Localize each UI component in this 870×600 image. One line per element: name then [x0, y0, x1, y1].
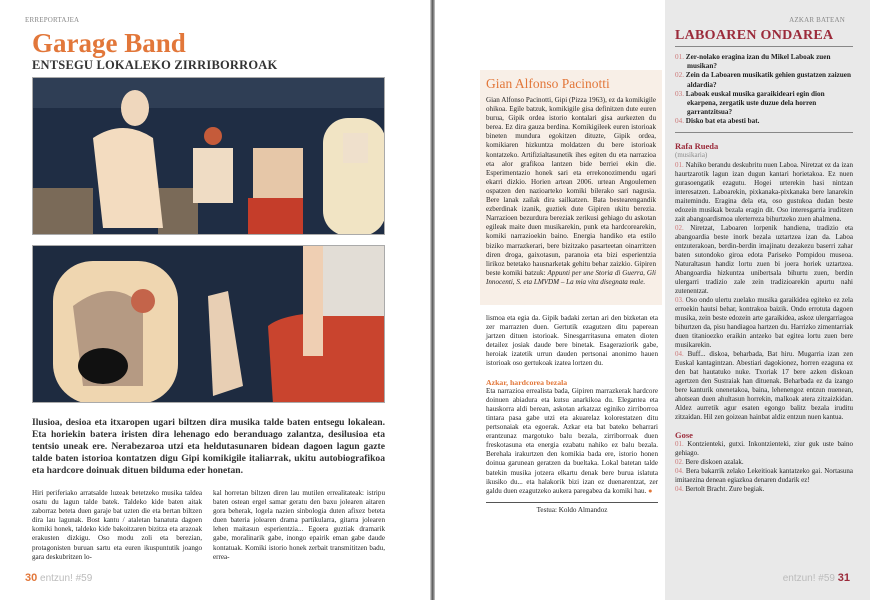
question-number: 02. — [675, 71, 684, 80]
middle-text-2 — [486, 387, 658, 496]
answer-text: Bertolt Bracht. Zure begiak. — [685, 484, 765, 493]
magazine-issue-right: entzun! #59 — [782, 573, 835, 584]
sidebar-body: Gian Alfonso Pacinotti, Gipi (Pizza 1963), ez da komikigile ohikoa. Egile batzuk, komikigile gisa definitzen dute euren burua, Gipik ordea istorio kontalari gisa aurkezten du berea. Ez dira gauza berdina. Komikigileek euren istorioak bineten mundura egokitzen dituzte, Gipik ordea, komikiaren hizkuntza moldatzen du bere istorioak kontatzeko. Artifizialtasunetik ihes egiten du eta narrazioa eta alor grafikoa lantzen bide berriei ekin die. Esperimentazio honek sari eta errekonozimendu ugari ekarri dizkio. Horien artean 2006. urtean Angoulemen ospatzen den nazioarteko komiki bilerako sari nagusia. Bere lanak zailak dira sailkatzen. Bata bestearengandik ezberdinak izanik, guztiek dute Gipiren ukitu berezia. Narrazioen bezurdura bereziak zerikusi gehiago du askotan egileak maite duen musikarekin, punk eta hardcorearekin, komiki narrazioekin baino. Energia handiko eta estilo biziko marrazkerari, bere bizitzako pasarteetan oinarritzen diren droga, gaixotasun, paranoia eta bizi esperientzia lirikoz betetako hausnarketak gehitu behar zaizkio. Gipiren beste komiki batzuk: — [486, 96, 656, 277]
title-rule — [675, 46, 853, 47]
sidebar-title: Gian Alfonso Pacinotti — [486, 76, 610, 91]
answer-item — [675, 458, 853, 467]
question-number: 04. — [675, 117, 684, 126]
answer-number: 03. — [675, 295, 684, 304]
question-text: Zein da Laboaren musikatik gehien gustatzen zaizuen aldardia? — [685, 71, 851, 89]
magazine-issue: entzun! #59 — [40, 573, 93, 584]
question-text: Zer-nolako eragina izan du Mikel Laboak zuen musikan? — [685, 53, 831, 71]
article-lead: Ilusioa, desioa eta itxaropen ugari biltzen dira musika talde baten entsegu lokalean. Eta horiekin batera iristen dira lehenago edo beranduago zalantza, desilusioa eta tentsio uneak ere. Nerabezaroa utzi eta heldutasunaren bidean dagoen lagun gazte talde baten istorioa kontatzen digu Gipi komikigile italiarrak, ukitu autobiografikoa eta hardcore doinuak dituen bilduma eder honetan. — [32, 417, 385, 476]
answer-item — [675, 224, 853, 296]
question-text: Disko bat eta abesti bat. — [685, 117, 760, 126]
article-title: Garage Band — [32, 28, 186, 58]
question-item — [675, 53, 853, 71]
answer-text: Bere diskoen azalak. — [685, 457, 744, 466]
interviewee-name: Rafa Rueda — [675, 140, 719, 151]
answer-text: Niretzat, Laboaren lorpenik handiena, tradizio eta abangoardia beste inork bezala uztartzea izan da. Laboa entzuterakoan, berdin-berdin imajinatu dezakezu baserri zahar baten sutondoko giroa edota Pariseko Pompidou museoa. Naturaltasun handiz lortu zuen bi joera horiek uztartzea. Abangoardia hizkuntza unibertsala bihurtu zuen, berdin ulergarri tradizio zale zein tradizioarekin apurtu nahi zutenentzat. — [675, 223, 854, 295]
answers — [675, 440, 853, 494]
comic-panel-band-rehearsal — [32, 77, 385, 235]
interviewee-role: (musikaria) — [675, 150, 708, 159]
sidebar-works: Appunti per une Storia di Guerra, Gli Innocenti, S. eta LMVDM – La mia vita disegnata male. — [486, 268, 656, 286]
interviewee — [675, 141, 853, 422]
answer-number: 04. — [675, 349, 684, 358]
answer-number: 04. — [675, 466, 684, 475]
question-item — [675, 71, 853, 89]
answer-item — [675, 467, 853, 485]
answer-number: 04. — [675, 484, 684, 493]
question-list — [675, 53, 853, 127]
answer-item — [675, 350, 853, 422]
answer-item — [675, 296, 853, 350]
end-bullet-icon: ● — [648, 486, 653, 495]
questions-rule — [675, 132, 853, 133]
answer-item — [675, 485, 853, 494]
sidebar-text — [486, 96, 656, 287]
subheading: Azkar, hardcorea bezala — [486, 377, 568, 387]
author-sidebar — [480, 70, 662, 305]
answer-number: 01. — [675, 160, 684, 169]
panel-title: LABOAREN ONDAREA — [675, 28, 834, 43]
page-number: 30 — [25, 572, 38, 584]
article-subtitle: ENTSEGU LOKALEKO ZIRRIBORROAK — [32, 58, 278, 72]
interviewee — [675, 430, 853, 494]
section-label: ERREPORTAJEA — [25, 16, 80, 24]
question-text: Laboak euskal musika garaikideari egin dion ekarpena, zergatik uste duzue dela horren garrantzitsua? — [685, 89, 825, 117]
interviewees — [675, 141, 853, 494]
answer-number: 01. — [675, 439, 684, 448]
answer-text: Nahiko berandu deskubritu nuen Laboa. Niretzat ez da izan haurtzarotik lagun izan dugun kantari horietakoa. Ez nuen gurasoengatik ezagutu. Hogei urterekin hasi nintzan interesatzen. Laboarekin, pixkanaka-pixkanaka bere lanarekin maitemindu. Eragina dela eta, oso gustukoa dudan beste edozein musikak bezala eragin dit. Oso interesgarria iruditzen zait abangoardismoa ulerterreza bihurtzeko zuen ahalmena. — [675, 160, 854, 223]
credit: Testua: Koldo Almandoz — [536, 505, 608, 514]
panel-section-label: AZKAR BATEAN — [789, 16, 845, 24]
interviewee-name: Gose — [675, 429, 693, 440]
question-number: 01. — [675, 53, 684, 61]
body-column-2: kal horretan biltzen diren lau mutilen errealitateak: istripu baten ostean ergel samar geratu den baxu jolearen aitaren gora beherak, logela nazien sinbologia duten afixez beteta duen bateria jolearen drama partikularra, gitarra jolearen lehen maitasun esperientzia... Egoera guztiak dramarik gabe, moralinarik gabe, inongo epairik eman gabe daude kontatuak. Komiki istorio honek zerbait transmititzen badu, errea- — [213, 489, 385, 561]
question-item — [675, 90, 853, 118]
comic-panel-guitarists — [32, 245, 385, 403]
answer-text: Buff... diskoa, beharbada, Bat hiru. Mugarria izan zen Euskal kantagintzan. Abestiari dagokionez, horren ezaguna ez den bat hautatuko nuke. Txoriak 17 bere azken diskoan agertzen den Sustraiak han dituenak. Beharbada ez da izango bere kanturik onenetakoa, baina, lehenengoz entzun nuenean, ahotsean duen ahultasun horrekin, malkoak atera zitzaizkidan. Aldez aurretik agur esaten egongo balitz bezala iruditu zitzaidan. Hil zen goizean hainbat aldiz entzun nuen kantua. — [675, 349, 854, 421]
answers — [675, 161, 853, 422]
middle-text-1: lismoa eta egia da. Gipik badaki zertan ari den bizketan eta zer marrazten duen. Gertutik ezagutzen ditu paperean jartzen dituen istorioak. Sinesgarritasuna ematen dioten detailez josiak daude bere binetak. Esageraziorik gabe, heroiak izatetik urrun dauden pertsonai anonimo hauen istorioak oso gertukoak izatea lortzen du. — [486, 314, 658, 368]
divider — [486, 502, 658, 503]
answer-text: Kontzienteki, gutxi. Inkontzienteki, ziur guk uste baino gehiago. — [675, 439, 854, 457]
question-item — [675, 117, 853, 126]
answer-number: 02. — [675, 223, 684, 232]
middle-column — [486, 314, 658, 515]
question-number: 03. — [675, 89, 684, 98]
body-column-1: Hiri periferiako arratsalde luzeak betetzeko musika taldea osatu du lagun talde batek. Taldeko kide baten aitak zaborraz beteta duen garaje bat uzten die eta bertan biltzen dira lau lagunak. Bost kantu / ataletan banatuta dagoen komiki honek, taldeko kide bakoitzaren bizitza eta arazoak erakusten dizkigu. Oso modu zoli eta berezian, protagonisten buruan sartu eta euren ikuspuntutik joango gara deskubritzen lo- — [32, 489, 202, 561]
folio-left — [25, 572, 92, 584]
middle-text-2-body: Eta narrazioa errealista bada, Gipiren marrazkerak hardcore doinuen abiadura eta kutsu anarkikoa du. Elegantea eta hauskorra aldi berean, askotan arkatzaz eginiko zirriborroa tintara pasa gabe utzi eta akuarelaz kolorestatzen ditu pertsonaiak eta egoerak. Azkar eta bat bateko beharrari erantzunaz margotuko balu bezala, zirriborroak duen freskotasuna eta energia ezabatu nahiko ez balu bezala. Berehala irakurtzen den komikia bada ere, istorio honen doinua garunean geratzen da bueltaka. Lokal batetan talde batekin musika jotzera elkartu denak bere burua islatuta ikusiko du... eta halakorik bizi izan ez duenarentzat, zer galdu duen ezagutzeko aukera paregabea da komiki hau. — [486, 386, 658, 495]
folio-right — [783, 572, 850, 584]
quick-questions-panel — [665, 0, 870, 600]
spine-gutter — [430, 0, 435, 600]
page-number-right: 31 — [837, 572, 850, 584]
answer-text: Oso ondo ulertu zuelako musika garaikidea egiteko ez zela erroekin hautsi behar, kontrakoa baizik. Ondo errotuta dagoen musika, zein beste edozein arte garaikidea, askoz ulergarriagoa bihurtzen da, pisu handiagoa hartzen du. Harrizko zimentarriak duen titanioezko eraikin antzeko bat egitea lortu zuen bere musikarekin. — [675, 295, 853, 349]
answer-text: Bera bakarrik zelako Lekeitioak kantatzeko gai. Nortasuna imitaezina denean egiazkoa denaren dudarik ez! — [675, 466, 854, 484]
answer-item — [675, 161, 853, 224]
answer-number: 02. — [675, 457, 684, 466]
answer-item — [675, 440, 853, 458]
